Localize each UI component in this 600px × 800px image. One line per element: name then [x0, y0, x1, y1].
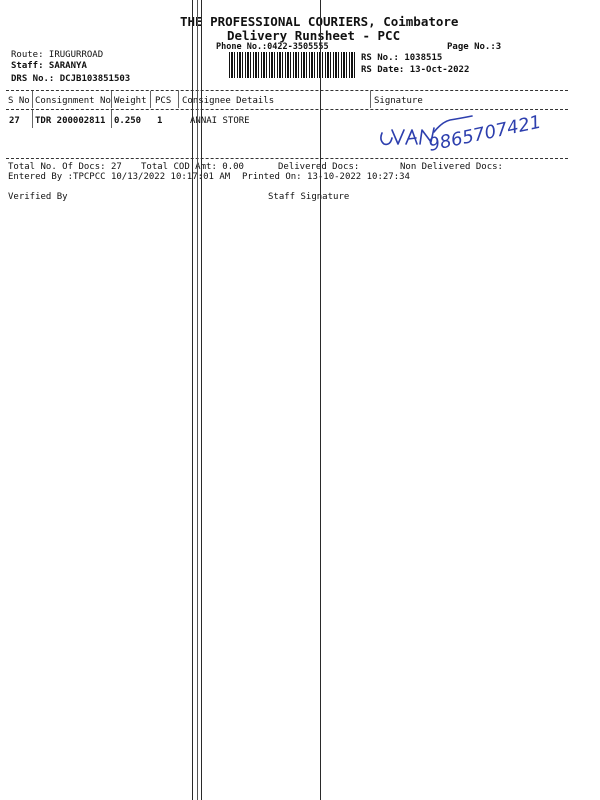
scan-line: [201, 0, 202, 800]
entered-by: Entered By :TPCPCC 10/13/2022 10:17:01 AM: [8, 172, 231, 182]
scan-line: [320, 0, 321, 800]
barcode: [229, 52, 356, 78]
handwritten-signature: [376, 100, 572, 156]
column-separator: [111, 110, 112, 128]
column-header-sno: S No: [8, 96, 30, 106]
row-consignee: ANNAI STORE: [190, 116, 250, 126]
printed-on: Printed On: 13-10-2022 10:27:34: [242, 172, 410, 182]
rs-date: RS Date: 13-Oct-2022: [361, 65, 470, 75]
scan-line: [197, 0, 198, 800]
column-header-weight: Weight: [114, 96, 147, 106]
column-header-consignee: Consignee Details: [182, 96, 275, 106]
scan-line: [192, 0, 193, 800]
delivered-docs: Delivered Docs:: [278, 162, 360, 172]
handwritten-phone-number: 9865707421: [426, 111, 544, 156]
route-label: Route: IRUGURROAD: [11, 50, 104, 60]
staff-label: Staff: SARANYA: [11, 61, 87, 71]
row-pcs: 1: [157, 116, 163, 126]
rs-number: RS No.: 1038515: [361, 53, 443, 63]
column-header-pcs: PCS: [155, 96, 172, 106]
total-cod-amount: Total COD Amt: 0.00: [141, 162, 244, 172]
row-weight: 0.250: [114, 116, 142, 126]
verified-by: Verified By: [8, 192, 68, 202]
non-delivered-docs: Non Delivered Docs:: [400, 162, 503, 172]
table-bottom-rule: [6, 158, 568, 159]
row-consignment: TDR 200002811: [35, 116, 106, 126]
column-header-consignment: Consignment No: [35, 96, 111, 106]
column-separator: [150, 91, 151, 108]
column-header-signature: Signature: [374, 96, 423, 106]
drs-number: DRS No.: DCJB103851503: [11, 74, 131, 84]
column-separator: [32, 110, 33, 128]
column-separator: [111, 91, 112, 108]
document-subtitle: Delivery Runsheet - PCC: [227, 28, 401, 43]
staff-signature-label: Staff Signature: [268, 192, 350, 202]
company-title: THE PROFESSIONAL COURIERS, Coimbatore: [180, 14, 459, 29]
row-sno: 27: [9, 116, 20, 126]
table-top-rule: [6, 90, 568, 91]
page-number: Page No.:3: [447, 42, 502, 52]
column-separator: [32, 91, 33, 108]
total-docs: Total No. Of Docs: 27: [8, 162, 122, 172]
phone-number: Phone No.:0422-3505555: [216, 42, 329, 52]
column-separator: [178, 91, 179, 108]
column-separator: [370, 91, 371, 108]
